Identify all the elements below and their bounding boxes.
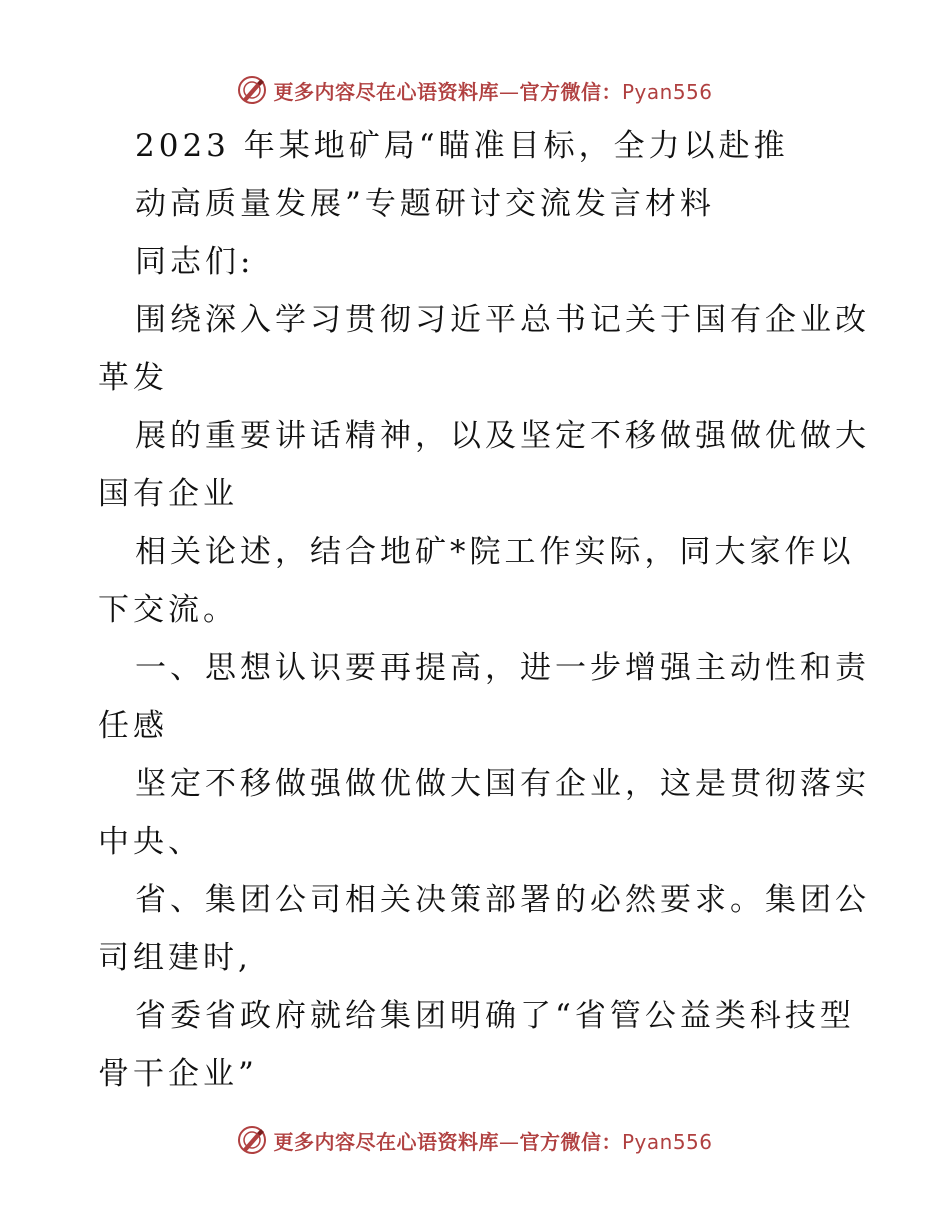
paragraph-line: 围绕深入学习贯彻习近平总书记关于国有企业改	[135, 302, 870, 338]
salutation: 同志们:	[135, 244, 255, 280]
watermark-main: 更多内容尽在心语资料库	[273, 79, 499, 104]
watermark-separator: —	[498, 1129, 520, 1154]
paragraph-line: 坚定不移做强做优做大国有企业，这是贯彻落实	[135, 766, 870, 802]
paragraph-line: 相关论述，结合地矿*院工作实际，同大家作以	[135, 534, 855, 570]
paragraph-line: 骨干企业”	[98, 1056, 258, 1092]
watermark-footer	[0, 1120, 950, 1160]
pen-logo-icon	[237, 1125, 267, 1155]
watermark-id: Pyan556	[621, 1129, 713, 1154]
paragraph-line: 司组建时,	[98, 940, 252, 976]
watermark-text	[273, 76, 712, 105]
watermark-label: 官方微信：	[519, 79, 622, 104]
watermark-header	[0, 70, 950, 110]
watermark-main: 更多内容尽在心语资料库	[273, 1129, 499, 1154]
section-heading-line: 任感	[98, 708, 168, 744]
title-line-1: 2023 年某地矿局“瞄准目标，全力以赴推	[135, 128, 789, 164]
watermark-text	[273, 1126, 712, 1155]
title-line-2: 动高质量发展”专题研讨交流发言材料	[135, 186, 715, 222]
paragraph-line: 省、集团公司相关决策部署的必然要求。集团公	[135, 882, 870, 918]
watermark-separator: —	[498, 79, 520, 104]
paragraph-line: 中央、	[98, 824, 203, 860]
pen-logo-icon	[237, 75, 267, 105]
paragraph-line: 下交流。	[98, 592, 238, 628]
section-heading-line: 一、思想认识要再提高，进一步增强主动性和责	[135, 650, 870, 686]
paragraph-line: 展的重要讲话精神，以及坚定不移做强做优做大	[135, 418, 870, 454]
watermark-label: 官方微信：	[519, 1129, 622, 1154]
paragraph-line: 省委省政府就给集团明确了“省管公益类科技型	[135, 998, 855, 1034]
watermark-id: Pyan556	[621, 79, 713, 104]
paragraph-line: 国有企业	[98, 476, 238, 512]
paragraph-line: 革发	[98, 360, 168, 396]
